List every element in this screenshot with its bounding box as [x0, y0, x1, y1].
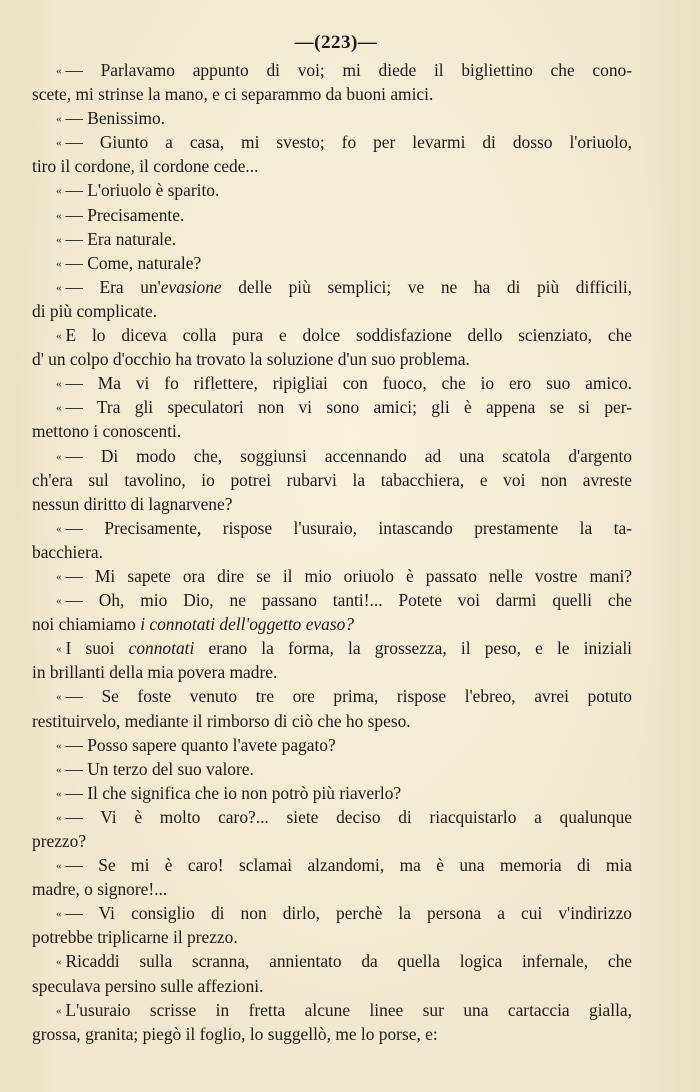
text-line: [32, 419, 632, 443]
line-text: mettono i conoscenti.: [32, 421, 182, 442]
text-line: [32, 323, 632, 347]
line-text: — Un terzo del suo valore.: [65, 758, 254, 779]
line-text: — L'oriuolo è sparito.: [65, 180, 220, 201]
text-line: [32, 829, 632, 853]
text-line: [32, 805, 632, 829]
line-text: — Precisamente, rispose l'usuraio, intascando prestamente la ta-: [65, 517, 632, 538]
line-text: — Se mi è caro! sclamai alzandomi, ma è una memoria di mia: [65, 855, 632, 876]
line-text: I suoi: [65, 638, 129, 659]
line-text: E lo diceva colla pura e dolce soddisfazione dello scienziato, che: [65, 325, 632, 346]
text-line: [32, 564, 632, 588]
text-line: [32, 588, 632, 612]
text-line: [32, 82, 632, 106]
text-line: [32, 1022, 632, 1046]
line-text: — Tra gli speculatori non vi sono amici; gli è appena se si per-: [65, 397, 632, 418]
text-line: [32, 106, 632, 130]
quote-mark: «: [56, 402, 62, 415]
line-text: delle più semplici; ve ne ha di più difficili,: [221, 276, 632, 297]
text-line: [32, 612, 632, 636]
text-line: [32, 347, 632, 371]
quote-mark: «: [56, 522, 62, 535]
text-line: [32, 58, 632, 82]
line-text: — Era naturale.: [65, 228, 177, 249]
quote-mark: «: [56, 691, 62, 704]
italic-text: i connotati dell'oggetto evaso?: [140, 614, 355, 635]
line-text: d' un colpo d'occhio ha trovato la soluzione d'un suo problema.: [32, 349, 470, 370]
quote-mark: «: [56, 378, 62, 391]
text-line: [32, 757, 632, 781]
line-text: — Vi è molto caro?... siete deciso di riacquistarlo a qualunque: [65, 806, 632, 827]
line-text: — Parlavamo appunto di voi; mi diede il bigliettino che cono-: [65, 60, 632, 80]
line-text: — Posso sapere quanto l'avete pagato?: [65, 734, 336, 755]
text-line: [32, 709, 632, 733]
quote-mark: «: [56, 811, 62, 824]
text-line: [32, 130, 632, 154]
quote-mark: «: [56, 113, 62, 126]
quote-mark: «: [56, 1004, 62, 1017]
body-text: [32, 58, 632, 1046]
line-text: di più complicate.: [32, 300, 158, 321]
text-line: [32, 901, 632, 925]
quote-mark: «: [56, 281, 62, 294]
line-text: ch'era sul tavolino, io potrei rubarvi la tabacchiera, e voi non avreste: [32, 469, 632, 490]
line-text: — Precisamente.: [65, 204, 185, 225]
italic-text: connotati: [128, 638, 195, 659]
quote-mark: «: [56, 570, 62, 583]
line-text: potrebbe triplicarne il prezzo.: [32, 927, 238, 948]
text-line: [32, 444, 632, 468]
line-text: — Mi sapete ora dire se il mio oriuolo è passato nelle vostre mani?: [65, 565, 632, 586]
quote-mark: «: [56, 643, 62, 656]
quote-mark: «: [56, 787, 62, 800]
text-line: [32, 925, 632, 949]
quote-mark: «: [56, 908, 62, 921]
quote-mark: «: [56, 763, 62, 776]
quote-mark: «: [56, 137, 62, 150]
quote-mark: «: [56, 595, 62, 608]
line-text: tiro il cordone, il cordone cede...: [32, 156, 259, 177]
quote-mark: «: [56, 956, 62, 969]
text-line: [32, 371, 632, 395]
line-text: bacchiera.: [32, 541, 103, 562]
quote-mark: «: [56, 233, 62, 246]
text-line: [32, 853, 632, 877]
line-text: — Oh, mio Dio, ne passano tanti!... Potete voi darmi quelli che: [65, 590, 632, 611]
text-line: [32, 154, 632, 178]
quote-mark: «: [56, 330, 62, 343]
line-text: — Di modo che, soggiunsi accennando ad una scatola d'argento: [65, 445, 632, 466]
line-text: scete, mi strinse la mano, e ci separammo da buoni amici.: [32, 84, 434, 105]
line-text: — Il che significa che io non potrò più riaverlo?: [65, 782, 402, 803]
quote-mark: «: [56, 739, 62, 752]
text-line: [32, 998, 632, 1022]
text-line: [32, 974, 632, 998]
line-text: — Se foste venuto tre ore prima, rispose l'ebreo, avrei potuto: [65, 686, 632, 707]
line-text: madre, o signore!...: [32, 879, 168, 900]
quote-mark: «: [56, 450, 62, 463]
text-line: [32, 949, 632, 973]
quote-mark: «: [56, 209, 62, 222]
quote-mark: «: [56, 257, 62, 270]
book-page: [32, 28, 632, 1046]
line-text: erano la forma, la grossezza, il peso, e le iniziali: [194, 638, 632, 659]
text-line: [32, 178, 632, 202]
text-line: [32, 299, 632, 323]
italic-text: evasione: [160, 276, 222, 297]
text-line: [32, 395, 632, 419]
text-line: [32, 227, 632, 251]
line-text: nessun diritto di lagnarvene?: [32, 493, 233, 514]
line-text: prezzo?: [32, 831, 87, 851]
line-text: speculava persino sulle affezioni.: [32, 975, 264, 996]
line-text: — Giunto a casa, mi svesto; fo per levarmi di dosso l'oriuolo,: [65, 132, 632, 153]
page-number: —(223)—: [294, 32, 378, 53]
text-line: [32, 251, 632, 275]
quote-mark: «: [56, 860, 62, 873]
line-text: noi chiamiamo: [32, 614, 141, 635]
line-text: — Ma vi fo riflettere, ripigliai con fuoco, che io ero suo amico.: [65, 373, 632, 394]
text-line: [32, 516, 632, 540]
line-text: — Come, naturale?: [65, 252, 202, 273]
line-text: — Vi consiglio di non dirlo, perchè la persona a cui v'indirizzo: [65, 903, 632, 924]
line-text: — Era un': [65, 276, 161, 297]
line-text: L'usuraio scrisse in fretta alcune linee sur una cartaccia gialla,: [65, 999, 632, 1020]
line-text: in brillanti della mia povera madre.: [32, 662, 278, 683]
text-line: [32, 684, 632, 708]
quote-mark: «: [56, 65, 62, 77]
text-line: [32, 540, 632, 564]
text-line: [32, 733, 632, 757]
text-line: [32, 636, 632, 660]
text-line: [32, 660, 632, 684]
line-text: Ricaddi sulla scranna, annientato da quella logica infernale, che: [65, 951, 632, 972]
line-text: restituirvelo, mediante il rimborso di ciò che ho speso.: [32, 710, 411, 731]
quote-mark: «: [56, 185, 62, 198]
text-line: [32, 877, 632, 901]
line-text: grossa, granita; piegò il foglio, lo suggellò, me lo porse, e:: [32, 1023, 438, 1044]
text-line: [32, 492, 632, 516]
text-line: [32, 781, 632, 805]
text-line: [32, 275, 632, 299]
line-text: — Benissimo.: [65, 108, 166, 129]
text-line: [32, 203, 632, 227]
text-line: [32, 468, 632, 492]
